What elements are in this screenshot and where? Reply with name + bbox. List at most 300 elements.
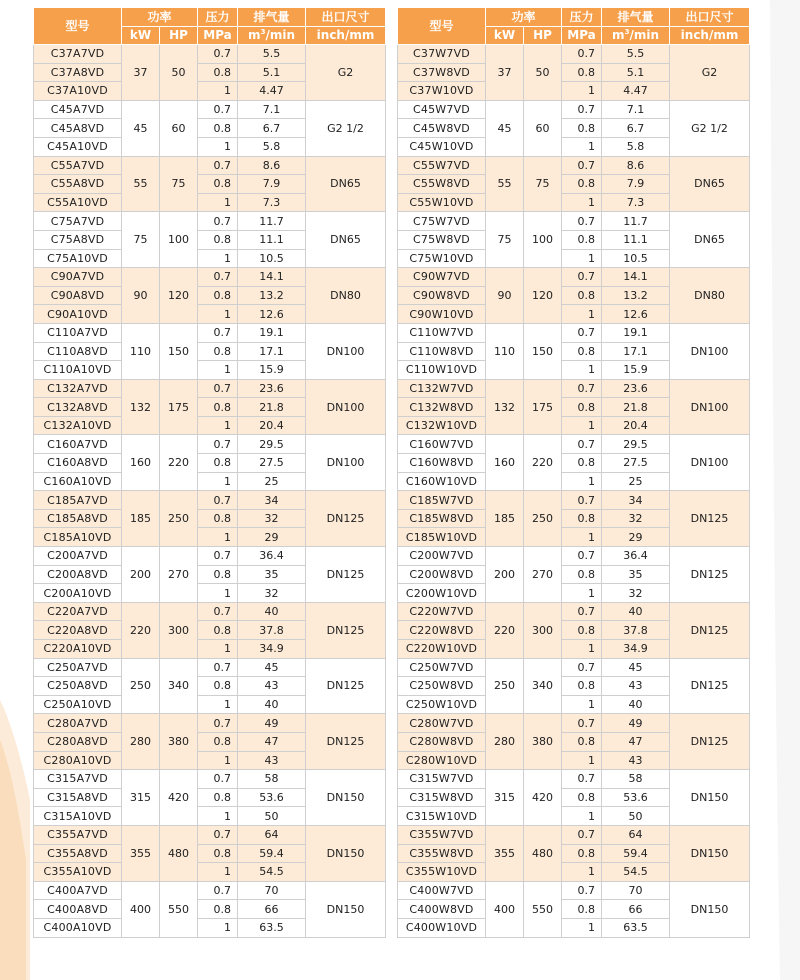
flow-cell: 35 [602, 565, 670, 584]
pressure-cell: 0.8 [198, 565, 238, 584]
table-row [398, 45, 750, 64]
flow-cell: 43 [602, 677, 670, 696]
model-cell: C55W8VD [398, 175, 486, 194]
table-row [34, 881, 386, 900]
pressure-cell: 1 [562, 807, 602, 826]
flow-cell: 50 [238, 807, 306, 826]
flow-cell: 58 [238, 770, 306, 789]
outlet-cell: DN125 [670, 658, 750, 714]
outlet-cell: DN100 [670, 323, 750, 379]
pressure-cell: 0.8 [198, 119, 238, 138]
kw-cell: 37 [122, 45, 160, 101]
model-cell: C55W7VD [398, 156, 486, 175]
flow-cell: 10.5 [238, 249, 306, 268]
flow-cell: 29.5 [602, 435, 670, 454]
flow-cell: 23.6 [602, 379, 670, 398]
flow-cell: 12.6 [238, 305, 306, 324]
model-group [398, 658, 750, 714]
table-row [34, 323, 386, 342]
outlet-cell: DN150 [670, 770, 750, 826]
kw-cell: 75 [122, 212, 160, 268]
flow-cell: 36.4 [238, 547, 306, 566]
outlet-cell: DN80 [306, 268, 386, 324]
flow-cell: 32 [602, 584, 670, 603]
pressure-cell: 0.8 [198, 398, 238, 417]
model-cell: C400A10VD [34, 918, 122, 937]
flow-unit-post: /min [629, 28, 659, 42]
pressure-cell: 0.7 [562, 547, 602, 566]
pressure-cell: 0.7 [562, 491, 602, 510]
flow-cell: 17.1 [238, 342, 306, 361]
hp-cell: 150 [524, 323, 562, 379]
header-flow-unit [602, 27, 670, 45]
pressure-cell: 0.8 [562, 677, 602, 696]
model-cell: C250W7VD [398, 658, 486, 677]
header-pressure: 压力 [198, 8, 238, 27]
kw-cell: 160 [122, 435, 160, 491]
hp-cell: 480 [524, 825, 562, 881]
table-row [34, 714, 386, 733]
pressure-cell: 0.7 [198, 379, 238, 398]
model-cell: C75W7VD [398, 212, 486, 231]
model-group [34, 100, 386, 156]
pressure-cell: 0.8 [198, 509, 238, 528]
pressure-cell: 0.8 [562, 398, 602, 417]
flow-cell: 25 [238, 472, 306, 491]
flow-cell: 11.1 [602, 230, 670, 249]
kw-cell: 45 [486, 100, 524, 156]
kw-cell: 55 [486, 156, 524, 212]
pressure-cell: 1 [198, 695, 238, 714]
header-hp: HP [524, 27, 562, 45]
pressure-cell: 0.7 [198, 268, 238, 287]
model-cell: C45W10VD [398, 137, 486, 156]
hp-cell: 380 [160, 714, 198, 770]
model-cell: C75W8VD [398, 230, 486, 249]
model-group [398, 268, 750, 324]
model-cell: C185A7VD [34, 491, 122, 510]
kw-cell: 185 [122, 491, 160, 547]
model-group [398, 212, 750, 268]
pressure-cell: 1 [562, 528, 602, 547]
pressure-cell: 0.8 [198, 230, 238, 249]
model-cell: C37A10VD [34, 82, 122, 101]
kw-cell: 315 [122, 770, 160, 826]
flow-cell: 63.5 [602, 918, 670, 937]
outlet-cell: DN150 [670, 825, 750, 881]
model-cell: C315A10VD [34, 807, 122, 826]
flow-cell: 32 [238, 509, 306, 528]
table-row [34, 658, 386, 677]
hp-cell: 420 [524, 770, 562, 826]
pressure-cell: 0.7 [198, 212, 238, 231]
model-group [34, 714, 386, 770]
pressure-cell: 0.8 [562, 844, 602, 863]
model-group [398, 435, 750, 491]
model-cell: C160A8VD [34, 454, 122, 473]
flow-cell: 4.47 [238, 82, 306, 101]
pressure-cell: 0.7 [562, 435, 602, 454]
hp-cell: 50 [160, 45, 198, 101]
header-power: 功率 [486, 8, 562, 27]
model-group [34, 658, 386, 714]
model-group [398, 379, 750, 435]
model-group [398, 770, 750, 826]
pressure-cell: 0.8 [562, 732, 602, 751]
pressure-cell: 0.8 [198, 844, 238, 863]
model-cell: C200A7VD [34, 547, 122, 566]
flow-cell: 8.6 [238, 156, 306, 175]
flow-cell: 40 [238, 695, 306, 714]
header-outlet-unit: inch/mm [306, 27, 386, 45]
header-flow: 排气量 [238, 8, 306, 27]
flow-cell: 7.3 [238, 193, 306, 212]
pressure-cell: 1 [562, 751, 602, 770]
flow-cell: 32 [238, 584, 306, 603]
model-group [34, 212, 386, 268]
model-cell: C110W8VD [398, 342, 486, 361]
hp-cell: 50 [524, 45, 562, 101]
outlet-cell: DN80 [670, 268, 750, 324]
kw-cell: 315 [486, 770, 524, 826]
flow-unit-sup: 3 [624, 28, 630, 36]
pressure-cell: 0.8 [562, 900, 602, 919]
model-cell: C355A7VD [34, 825, 122, 844]
flow-cell: 11.7 [602, 212, 670, 231]
outlet-cell: G2 1/2 [306, 100, 386, 156]
model-group [398, 491, 750, 547]
model-cell: C90A8VD [34, 286, 122, 305]
flow-cell: 7.9 [602, 175, 670, 194]
pressure-cell: 0.8 [562, 342, 602, 361]
model-cell: C200W8VD [398, 565, 486, 584]
pressure-cell: 1 [198, 193, 238, 212]
flow-cell: 32 [602, 509, 670, 528]
table-row [398, 268, 750, 287]
flow-cell: 6.7 [238, 119, 306, 138]
table-row [398, 547, 750, 566]
model-cell: C280A8VD [34, 732, 122, 751]
model-group [34, 268, 386, 324]
model-cell: C315A8VD [34, 788, 122, 807]
hp-cell: 120 [160, 268, 198, 324]
pressure-cell: 1 [198, 584, 238, 603]
model-cell: C55A10VD [34, 193, 122, 212]
table-row [34, 547, 386, 566]
model-group [34, 770, 386, 826]
hp-cell: 270 [524, 547, 562, 603]
flow-cell: 19.1 [238, 323, 306, 342]
model-group [34, 825, 386, 881]
table-row [34, 491, 386, 510]
pressure-cell: 1 [562, 249, 602, 268]
flow-cell: 5.1 [602, 63, 670, 82]
pressure-cell: 0.8 [562, 454, 602, 473]
flow-cell: 5.1 [238, 63, 306, 82]
pressure-cell: 0.7 [198, 100, 238, 119]
hp-cell: 60 [524, 100, 562, 156]
flow-cell: 54.5 [238, 863, 306, 882]
flow-cell: 49 [602, 714, 670, 733]
pressure-cell: 0.7 [198, 435, 238, 454]
model-cell: C132A10VD [34, 416, 122, 435]
pressure-cell: 0.7 [562, 268, 602, 287]
model-cell: C90W7VD [398, 268, 486, 287]
outlet-cell: DN100 [670, 435, 750, 491]
kw-cell: 110 [122, 323, 160, 379]
flow-cell: 66 [238, 900, 306, 919]
flow-cell: 59.4 [238, 844, 306, 863]
outlet-cell: DN125 [670, 714, 750, 770]
kw-cell: 185 [486, 491, 524, 547]
flow-cell: 29 [238, 528, 306, 547]
flow-cell: 15.9 [238, 361, 306, 380]
flow-cell: 43 [602, 751, 670, 770]
table-row [34, 268, 386, 287]
pressure-cell: 0.7 [562, 100, 602, 119]
header-flow-unit [238, 27, 306, 45]
model-group [34, 156, 386, 212]
kw-cell: 400 [122, 881, 160, 937]
flow-cell: 47 [238, 732, 306, 751]
model-cell: C75W10VD [398, 249, 486, 268]
pressure-cell: 0.7 [198, 770, 238, 789]
model-cell: C315W8VD [398, 788, 486, 807]
pressure-cell: 1 [198, 640, 238, 659]
kw-cell: 250 [122, 658, 160, 714]
pressure-cell: 0.7 [198, 156, 238, 175]
model-cell: C110W10VD [398, 361, 486, 380]
pressure-cell: 1 [562, 137, 602, 156]
flow-cell: 7.3 [602, 193, 670, 212]
model-group [34, 547, 386, 603]
model-cell: C280A10VD [34, 751, 122, 770]
kw-cell: 250 [486, 658, 524, 714]
model-cell: C160W8VD [398, 454, 486, 473]
model-group [398, 156, 750, 212]
pressure-cell: 1 [198, 751, 238, 770]
spec-table-right [397, 7, 750, 938]
pressure-cell: 0.8 [198, 286, 238, 305]
header-kw: kW [486, 27, 524, 45]
spec-table-left [33, 7, 386, 938]
flow-cell: 34 [602, 491, 670, 510]
table-row [34, 100, 386, 119]
model-cell: C400A8VD [34, 900, 122, 919]
pressure-cell: 0.8 [562, 230, 602, 249]
model-cell: C75A8VD [34, 230, 122, 249]
pressure-cell: 0.7 [562, 658, 602, 677]
flow-cell: 11.7 [238, 212, 306, 231]
model-cell: C315W10VD [398, 807, 486, 826]
flow-cell: 21.8 [238, 398, 306, 417]
hp-cell: 270 [160, 547, 198, 603]
model-cell: C55A8VD [34, 175, 122, 194]
hp-cell: 220 [524, 435, 562, 491]
pressure-cell: 0.8 [198, 175, 238, 194]
flow-cell: 54.5 [602, 863, 670, 882]
flow-cell: 27.5 [238, 454, 306, 473]
model-cell: C355W7VD [398, 825, 486, 844]
model-cell: C355A10VD [34, 863, 122, 882]
outlet-cell: DN125 [670, 547, 750, 603]
flow-cell: 64 [602, 825, 670, 844]
kw-cell: 45 [122, 100, 160, 156]
hp-cell: 60 [160, 100, 198, 156]
pressure-cell: 1 [198, 863, 238, 882]
pressure-cell: 0.8 [198, 788, 238, 807]
table-row [34, 156, 386, 175]
table-row [34, 770, 386, 789]
kw-cell: 75 [486, 212, 524, 268]
flow-cell: 11.1 [238, 230, 306, 249]
model-cell: C160W10VD [398, 472, 486, 491]
table-row [34, 379, 386, 398]
flow-cell: 34.9 [238, 640, 306, 659]
table-row [34, 602, 386, 621]
pressure-cell: 0.8 [562, 63, 602, 82]
flow-cell: 20.4 [602, 416, 670, 435]
kw-cell: 90 [122, 268, 160, 324]
flow-unit-post: /min [265, 28, 295, 42]
model-cell: C45A10VD [34, 137, 122, 156]
hp-cell: 100 [524, 212, 562, 268]
flow-cell: 7.1 [602, 100, 670, 119]
pressure-cell: 1 [562, 695, 602, 714]
model-group [34, 881, 386, 937]
model-cell: C90W8VD [398, 286, 486, 305]
pressure-cell: 1 [198, 528, 238, 547]
pressure-cell: 0.7 [562, 770, 602, 789]
hp-cell: 420 [160, 770, 198, 826]
model-group [34, 435, 386, 491]
kw-cell: 355 [122, 825, 160, 881]
model-group [398, 547, 750, 603]
header-pressure: 压力 [562, 8, 602, 27]
flow-cell: 23.6 [238, 379, 306, 398]
hp-cell: 150 [160, 323, 198, 379]
outlet-cell: DN125 [306, 491, 386, 547]
outlet-cell: DN65 [306, 212, 386, 268]
flow-cell: 45 [238, 658, 306, 677]
kw-cell: 160 [486, 435, 524, 491]
kw-cell: 200 [122, 547, 160, 603]
table-row [34, 825, 386, 844]
outlet-cell: G2 1/2 [670, 100, 750, 156]
flow-cell: 34.9 [602, 640, 670, 659]
outlet-cell: DN100 [306, 323, 386, 379]
table-row [398, 435, 750, 454]
outlet-cell: DN125 [670, 602, 750, 658]
flow-unit-sup: 3 [260, 28, 266, 36]
model-cell: C250W10VD [398, 695, 486, 714]
pressure-cell: 0.8 [562, 119, 602, 138]
pressure-cell: 0.7 [198, 714, 238, 733]
outlet-cell: DN125 [306, 602, 386, 658]
model-group [34, 491, 386, 547]
flow-cell: 50 [602, 807, 670, 826]
flow-cell: 59.4 [602, 844, 670, 863]
header-outlet-unit: inch/mm [670, 27, 750, 45]
outlet-cell: DN150 [306, 881, 386, 937]
model-cell: C110A7VD [34, 323, 122, 342]
model-cell: C110W7VD [398, 323, 486, 342]
model-cell: C200A10VD [34, 584, 122, 603]
pressure-cell: 0.7 [198, 491, 238, 510]
model-cell: C220W10VD [398, 640, 486, 659]
model-cell: C280A7VD [34, 714, 122, 733]
model-cell: C160A7VD [34, 435, 122, 454]
outlet-cell: DN125 [306, 658, 386, 714]
pressure-cell: 0.7 [198, 45, 238, 64]
header-hp: HP [160, 27, 198, 45]
pressure-cell: 0.8 [562, 286, 602, 305]
pressure-cell: 1 [562, 640, 602, 659]
model-cell: C185W8VD [398, 509, 486, 528]
model-cell: C37W7VD [398, 45, 486, 64]
outlet-cell: DN100 [670, 379, 750, 435]
model-group [398, 825, 750, 881]
kw-cell: 400 [486, 881, 524, 937]
flow-cell: 7.9 [238, 175, 306, 194]
flow-cell: 7.1 [238, 100, 306, 119]
model-cell: C132W8VD [398, 398, 486, 417]
pressure-cell: 1 [562, 82, 602, 101]
hp-cell: 340 [524, 658, 562, 714]
model-cell: C132W7VD [398, 379, 486, 398]
flow-cell: 19.1 [602, 323, 670, 342]
header-power: 功率 [122, 8, 198, 27]
pressure-cell: 1 [198, 249, 238, 268]
model-cell: C400W10VD [398, 918, 486, 937]
model-cell: C37W8VD [398, 63, 486, 82]
model-cell: C400A7VD [34, 881, 122, 900]
kw-cell: 280 [486, 714, 524, 770]
model-cell: C90A7VD [34, 268, 122, 287]
flow-cell: 64 [238, 825, 306, 844]
outlet-cell: DN150 [670, 881, 750, 937]
pressure-cell: 0.7 [198, 323, 238, 342]
model-cell: C185A10VD [34, 528, 122, 547]
pressure-cell: 1 [562, 863, 602, 882]
flow-cell: 20.4 [238, 416, 306, 435]
flow-cell: 14.1 [238, 268, 306, 287]
model-group [34, 602, 386, 658]
hp-cell: 300 [524, 602, 562, 658]
pressure-cell: 1 [562, 918, 602, 937]
flow-cell: 40 [602, 602, 670, 621]
pressure-cell: 0.7 [562, 379, 602, 398]
flow-cell: 34 [238, 491, 306, 510]
pressure-cell: 0.7 [562, 212, 602, 231]
pressure-cell: 1 [198, 807, 238, 826]
pressure-cell: 1 [198, 416, 238, 435]
pressure-cell: 0.7 [562, 714, 602, 733]
flow-cell: 12.6 [602, 305, 670, 324]
kw-cell: 110 [486, 323, 524, 379]
pressure-cell: 0.8 [562, 621, 602, 640]
model-cell: C400W7VD [398, 881, 486, 900]
flow-cell: 5.8 [602, 137, 670, 156]
pressure-cell: 1 [562, 584, 602, 603]
pressure-cell: 0.7 [562, 45, 602, 64]
pressure-cell: 0.7 [562, 881, 602, 900]
flow-cell: 5.8 [238, 137, 306, 156]
pressure-cell: 0.8 [198, 900, 238, 919]
model-cell: C200W7VD [398, 547, 486, 566]
table-row [398, 323, 750, 342]
kw-cell: 280 [122, 714, 160, 770]
